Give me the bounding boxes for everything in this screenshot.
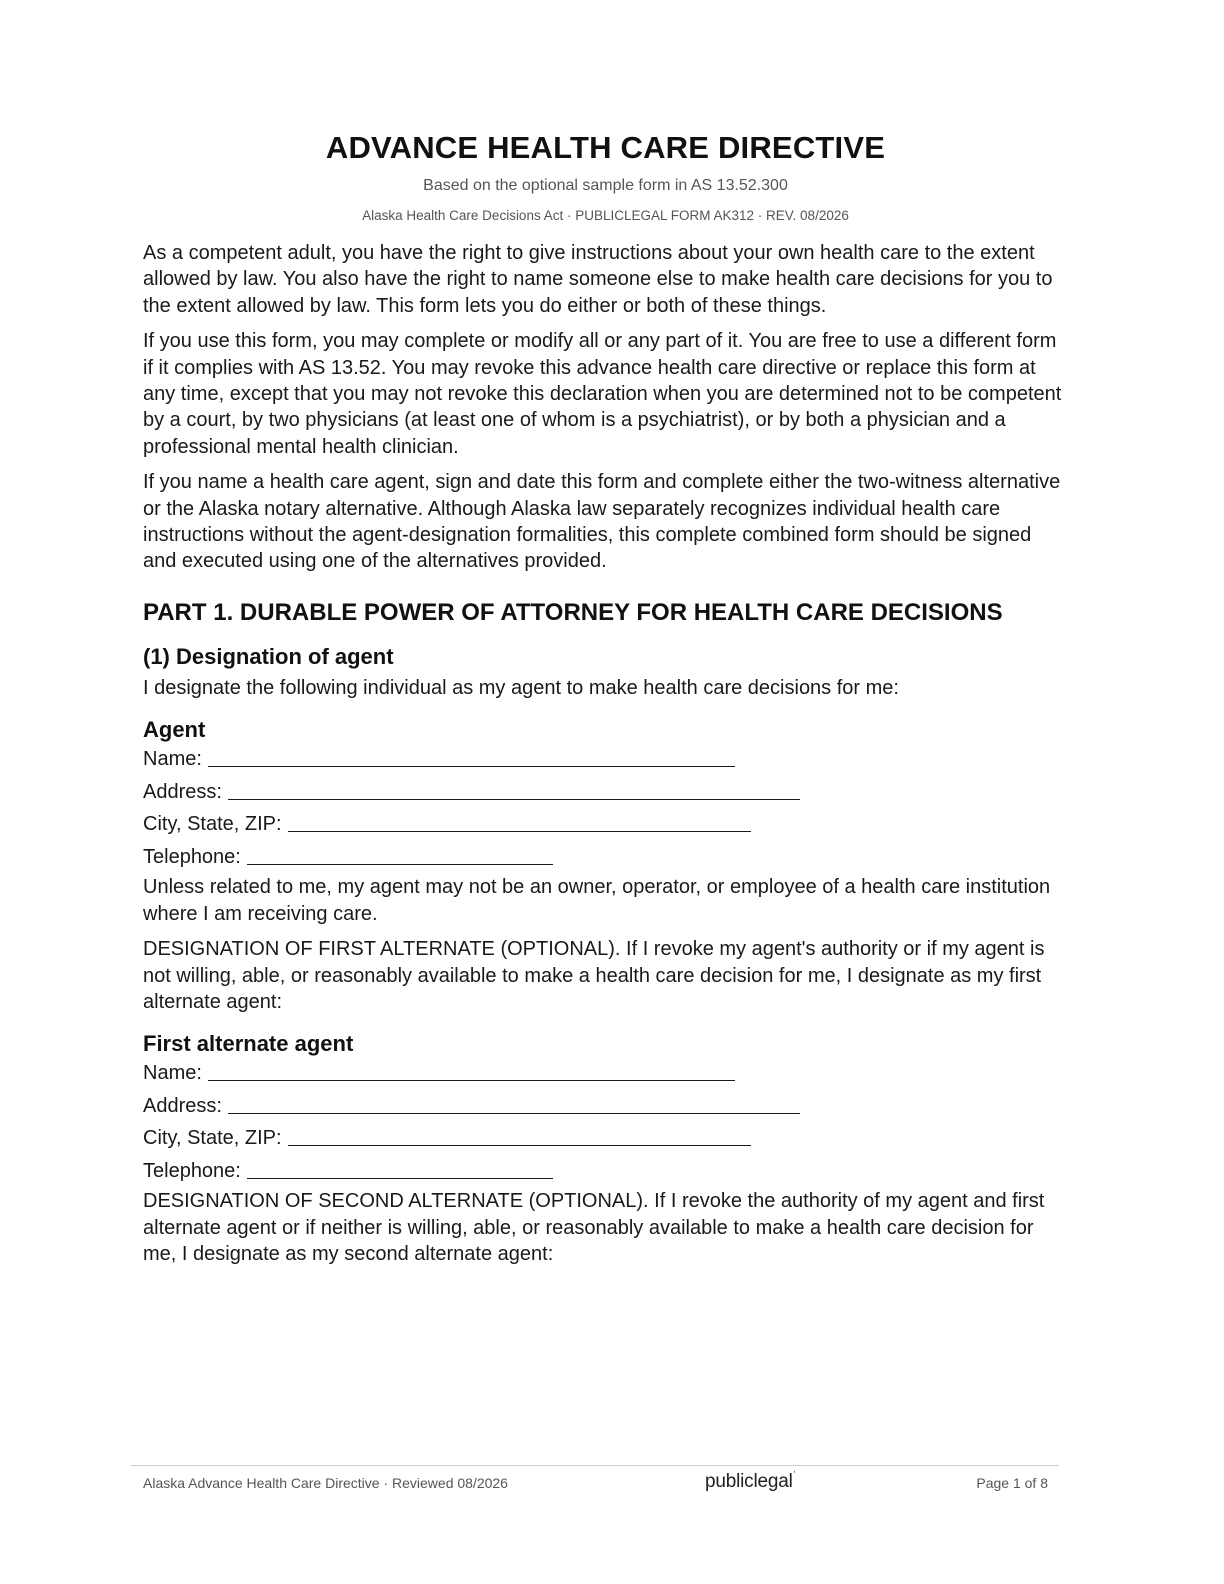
first-alt-city-label: City, State, ZIP: (143, 1127, 282, 1150)
intro-paragraph-3: If you name a health care agent, sign and date this form and complete either the two-witness alternative or the Alaska notary alternative. Although Alaska law separately recognizes individual health care instructions without the agent-designation formalities, this complete combined form should be signed and executed using one of the alternatives provided. (143, 471, 1061, 573)
related-note: Unless related to me, my agent may not be an owner, operator, or employee of a health care institution where I am receiving care. (143, 876, 1051, 925)
first-alt-phone-field (143, 1155, 1068, 1188)
agent-city-field (143, 808, 1068, 841)
agent-phone-field (143, 841, 1068, 874)
page-number: Page 1 of 8 (976, 1475, 1048, 1491)
agent-phone-blank[interactable] (247, 844, 553, 865)
agent-fields (143, 743, 1068, 873)
first-alternate-text: DESIGNATION OF FIRST ALTERNATE (OPTIONAL). If I revoke my agent's authority or if my agent is not willing, able, or reasonably available to make a health care decision for me, I designate as my first alternate agent: (143, 938, 1045, 1013)
footer-divider (131, 1465, 1059, 1466)
first-alternate-fields (143, 1057, 1068, 1187)
first-alt-city-field (143, 1122, 1068, 1155)
first-alt-phone-blank[interactable] (247, 1158, 553, 1179)
agent-city-blank[interactable] (288, 811, 751, 832)
section1-heading: (1) Designation of agent (143, 643, 394, 669)
agent-address-field (143, 776, 1068, 809)
agent-name-blank[interactable] (208, 746, 735, 767)
part1-heading: PART 1. DURABLE POWER OF ATTORNEY FOR HEALTH CARE DECISIONS (143, 598, 1003, 626)
logo-text: publiclegal (705, 1471, 793, 1492)
first-alt-city-blank[interactable] (288, 1125, 751, 1146)
document-subtitle: Based on the optional sample form in AS 13.52.300 (423, 177, 788, 194)
agent-name-field (143, 743, 1068, 776)
footer-document-name: Alaska Advance Health Care Directive · Reviewed 08/2026 (143, 1475, 508, 1491)
document-title: ADVANCE HEALTH CARE DIRECTIVE (325, 130, 886, 165)
agent-phone-label: Telephone: (143, 845, 241, 868)
agent-name-label: Name: (143, 748, 202, 771)
first-alt-phone-label: Telephone: (143, 1159, 241, 1182)
logo-mark: ' (793, 1470, 795, 1479)
second-alternate-text: DESIGNATION OF SECOND ALTERNATE (OPTIONAL). If I revoke the authority of my agent and first alternate agent or if neither is willing, able, or reasonably available to make a health care decision for me, I designate as my second alternate agent: (143, 1190, 1045, 1266)
first-alternate-heading: First alternate agent (143, 1031, 354, 1057)
agent-city-label: City, State, ZIP: (143, 813, 282, 836)
agent-address-blank[interactable] (228, 779, 800, 800)
document-body (143, 240, 1068, 1268)
section1-text: I designate the following individual as my agent to make health care decisions for me: (143, 676, 899, 699)
first-alt-name-label: Name: (143, 1062, 202, 1085)
first-alt-name-field (143, 1057, 1068, 1090)
first-alt-address-label: Address: (143, 1094, 222, 1117)
agent-address-label: Address: (143, 780, 222, 803)
intro-paragraph-1: As a competent adult, you have the right to give instructions about your own health care to the extent allowed by law. You also have the right to name someone else to make health care decisions for you to the extent allowed by law. This form lets you do either or both of these things. (143, 242, 1053, 317)
intro-paragraph-2: If you use this form, you may complete or modify all or any part of it. You are free to use a different form if it complies with AS 13.52. You may revoke this advance health care directive or replace this form at any time, except that you may not revoke this declaration when you are determined not to be competent by a court, by two physicians (at least one of whom is a psychiatrist), or by both a physician and a professional mental health clinician. (143, 330, 1062, 458)
publiclegal-logo (705, 1470, 795, 1493)
form-identifier: Alaska Health Care Decisions Act · PUBLICLEGAL FORM AK312 · REV. 08/2026 (362, 208, 849, 223)
first-alt-name-blank[interactable] (208, 1060, 735, 1081)
first-alt-address-field (143, 1090, 1068, 1123)
first-alt-address-blank[interactable] (228, 1093, 800, 1114)
agent-heading: Agent (143, 717, 206, 743)
